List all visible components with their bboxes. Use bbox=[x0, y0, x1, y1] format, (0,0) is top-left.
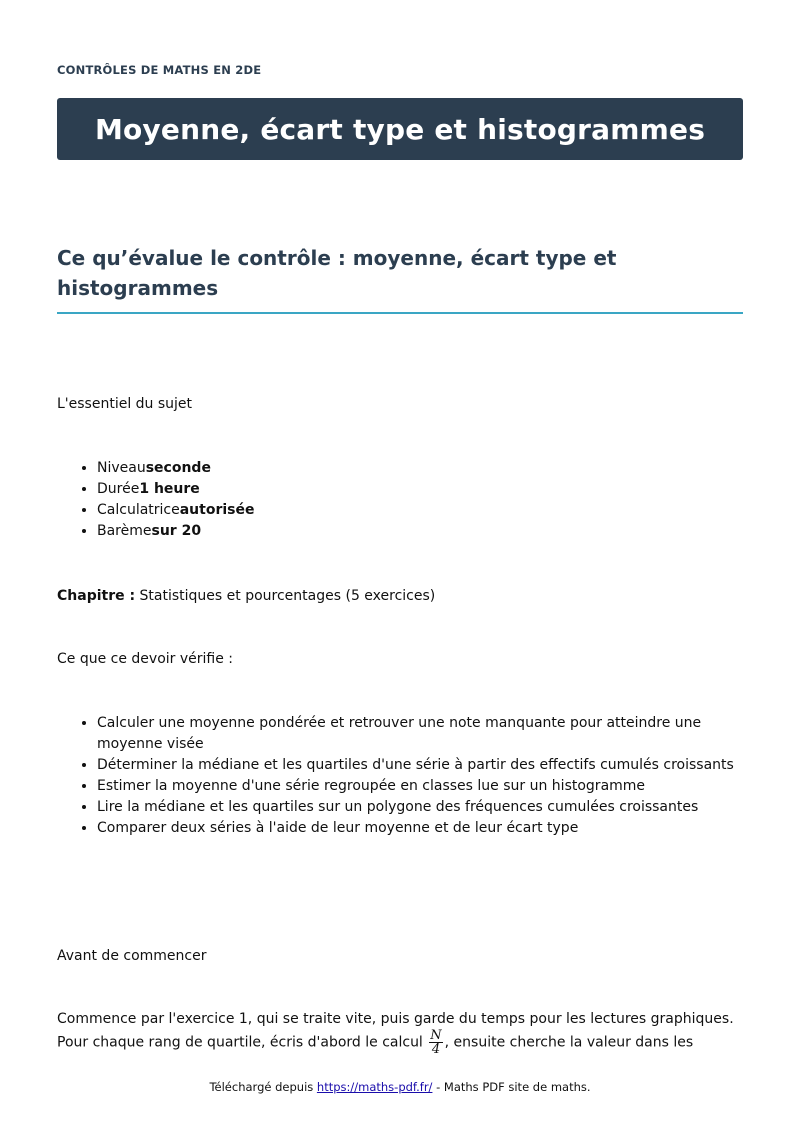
facts-list bbox=[57, 458, 743, 542]
before-line-2-end: , ensuite cherche la valeur dans les bbox=[444, 1034, 694, 1051]
fact-value: 1 heure bbox=[139, 481, 200, 497]
footer-suffix: - Maths PDF site de maths. bbox=[436, 1080, 591, 1094]
goal-item: • Calculer une moyenne pondérée et retrouver une note manquante pour atteindre une moyenne visée bbox=[97, 713, 747, 755]
goal-item: • Lire la médiane et les quartiles sur un polygone des fréquences cumulées croissantes bbox=[97, 797, 747, 818]
fact-bareme bbox=[97, 521, 743, 542]
before-line-2-start: Pour chaque rang de quartile, écris d'abord le calcul bbox=[57, 1034, 423, 1051]
fact-key: Niveau bbox=[97, 460, 146, 476]
before-line-2 bbox=[57, 1029, 757, 1056]
fact-key: Calculatrice bbox=[97, 502, 180, 518]
fact-key: Durée bbox=[97, 481, 140, 497]
before-label: Avant de commencer bbox=[57, 948, 207, 964]
fact-calculatrice bbox=[97, 500, 743, 521]
goal-item: • Comparer deux séries à l'aide de leur moyenne et de leur écart type bbox=[97, 818, 747, 839]
quartile-fraction bbox=[429, 1029, 442, 1056]
goal-item: • Déterminer la médiane et les quartiles d'une série à partir des effectifs cumulés croissants bbox=[97, 755, 747, 776]
fact-niveau bbox=[97, 458, 743, 479]
footer-link[interactable]: https://maths-pdf.fr/ bbox=[316, 1080, 433, 1094]
fraction-numerator: N bbox=[430, 1028, 442, 1043]
fact-value: sur 20 bbox=[151, 523, 202, 539]
chapter-value: Statistiques et pourcentages (5 exercices) bbox=[139, 588, 436, 604]
chapter-label: Chapitre : bbox=[57, 588, 136, 604]
chapter-line bbox=[57, 586, 435, 607]
footer-prefix: Téléchargé depuis bbox=[209, 1080, 314, 1094]
goals-list bbox=[57, 713, 747, 839]
page-footer bbox=[0, 1080, 800, 1094]
fact-value: seconde bbox=[145, 460, 211, 476]
fact-value: autorisée bbox=[179, 502, 255, 518]
fact-key: Barème bbox=[97, 523, 152, 539]
checks-label: Ce que ce devoir vérifie : bbox=[57, 651, 234, 667]
page-title: Moyenne, écart type et histogrammes bbox=[94, 112, 706, 146]
fact-duree bbox=[97, 479, 743, 500]
essentiel-label: L'essentiel du sujet bbox=[57, 396, 193, 412]
title-banner bbox=[57, 98, 743, 160]
fraction-denominator: 4 bbox=[431, 1042, 441, 1057]
before-line-1: Commence par l'exercice 1, qui se traite vite, puis garde du temps pour les lectures graphiques. bbox=[57, 1011, 734, 1027]
series-kicker: CONTRÔLES DE MATHS EN 2DE bbox=[57, 63, 262, 77]
section-title: Ce qu’évalue le contrôle : moyenne, écart type et histogrammes bbox=[57, 243, 743, 314]
goal-item: • Estimer la moyenne d'une série regroupée en classes lue sur un histogramme bbox=[97, 776, 747, 797]
